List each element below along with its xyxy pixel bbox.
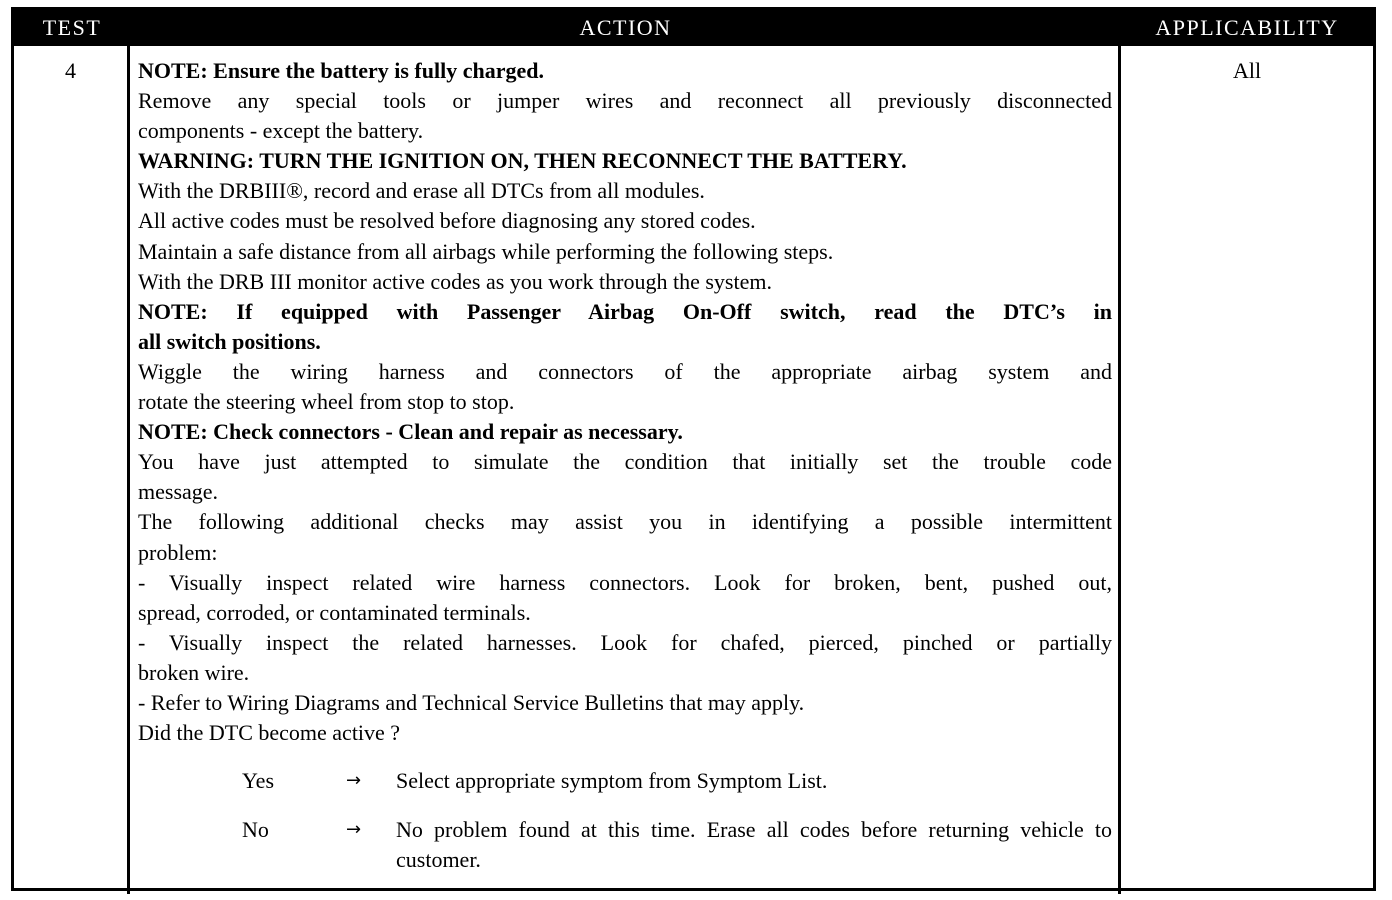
instruction-line: With the DRBIII®, record and erase all DTCs from all modules. xyxy=(138,178,705,204)
choice-result: No problem found at this time. Erase all codes before returning vehicle to customer. xyxy=(396,817,1112,873)
instruction-line: spread, corroded, or contaminated terminals. xyxy=(138,599,531,625)
applicability-value: All xyxy=(1232,58,1262,83)
instruction-line: Maintain a safe distance from all airbags while performing the following steps. xyxy=(138,238,834,264)
instruction-line: - Visually inspect related wire harness connectors. Look for broken, bent, pushed out, xyxy=(138,569,1112,595)
note-line: all switch positions. xyxy=(138,328,321,354)
action-cell xyxy=(130,46,1121,894)
arrow-right-icon: → xyxy=(346,770,362,792)
header-test: TEST xyxy=(14,10,130,46)
choice-yes xyxy=(138,766,1112,796)
instruction-line: rotate the steering wheel from stop to stop. xyxy=(138,389,515,415)
instruction-line: The following additional checks may assist you in identifying a possible intermittent xyxy=(138,509,1112,535)
note-line: NOTE: Ensure the battery is fully charged. xyxy=(138,58,544,83)
header-applicability: APPLICABILITY xyxy=(1121,10,1373,46)
test-number: 4 xyxy=(65,58,76,83)
note-line: WARNING: TURN THE IGNITION ON, THEN RECONNECT THE BATTERY. xyxy=(138,148,907,174)
note-line: NOTE: If equipped with Passenger Airbag On-Off switch, read the DTC’s in xyxy=(138,298,1112,324)
choice-result: Select appropriate symptom from Symptom List. xyxy=(396,768,828,794)
instruction-line: message. xyxy=(138,479,219,505)
diagnostic-test-table xyxy=(11,7,1376,891)
instruction-line: - Visually inspect the related harnesses. Look for chafed, pierced, pinched or partially xyxy=(138,629,1112,655)
header-action: ACTION xyxy=(130,10,1121,46)
instruction-line: You have just attempted to simulate the condition that initially set the trouble code xyxy=(138,449,1112,475)
answer-choices xyxy=(138,766,1112,875)
instruction-line: Remove any special tools or jumper wires and reconnect all previously disconnected xyxy=(138,88,1112,114)
instruction-line: problem: xyxy=(138,539,218,565)
instruction-line: Wiggle the wiring harness and connectors of the appropriate airbag system and xyxy=(138,358,1112,384)
note-line: NOTE: Check connectors - Clean and repair as necessary. xyxy=(138,419,683,445)
choice-answer: Yes xyxy=(242,768,275,794)
instruction-line: - Refer to Wiring Diagrams and Technical Service Bulletins that may apply. xyxy=(138,689,805,715)
applicability-cell xyxy=(1121,46,1373,894)
arrow-right-icon: → xyxy=(346,819,362,841)
choice-answer: No xyxy=(242,817,269,843)
choice-no xyxy=(138,815,1112,875)
action-text xyxy=(138,56,1112,748)
instruction-line: broken wire. xyxy=(138,659,250,685)
instruction-line: components - except the battery. xyxy=(138,118,424,144)
test-number-cell xyxy=(14,46,130,894)
instruction-line: Did the DTC become active ? xyxy=(138,720,401,746)
instruction-line: All active codes must be resolved before diagnosing any stored codes. xyxy=(138,208,756,234)
instruction-line: With the DRB III monitor active codes as you work through the system. xyxy=(138,268,772,294)
